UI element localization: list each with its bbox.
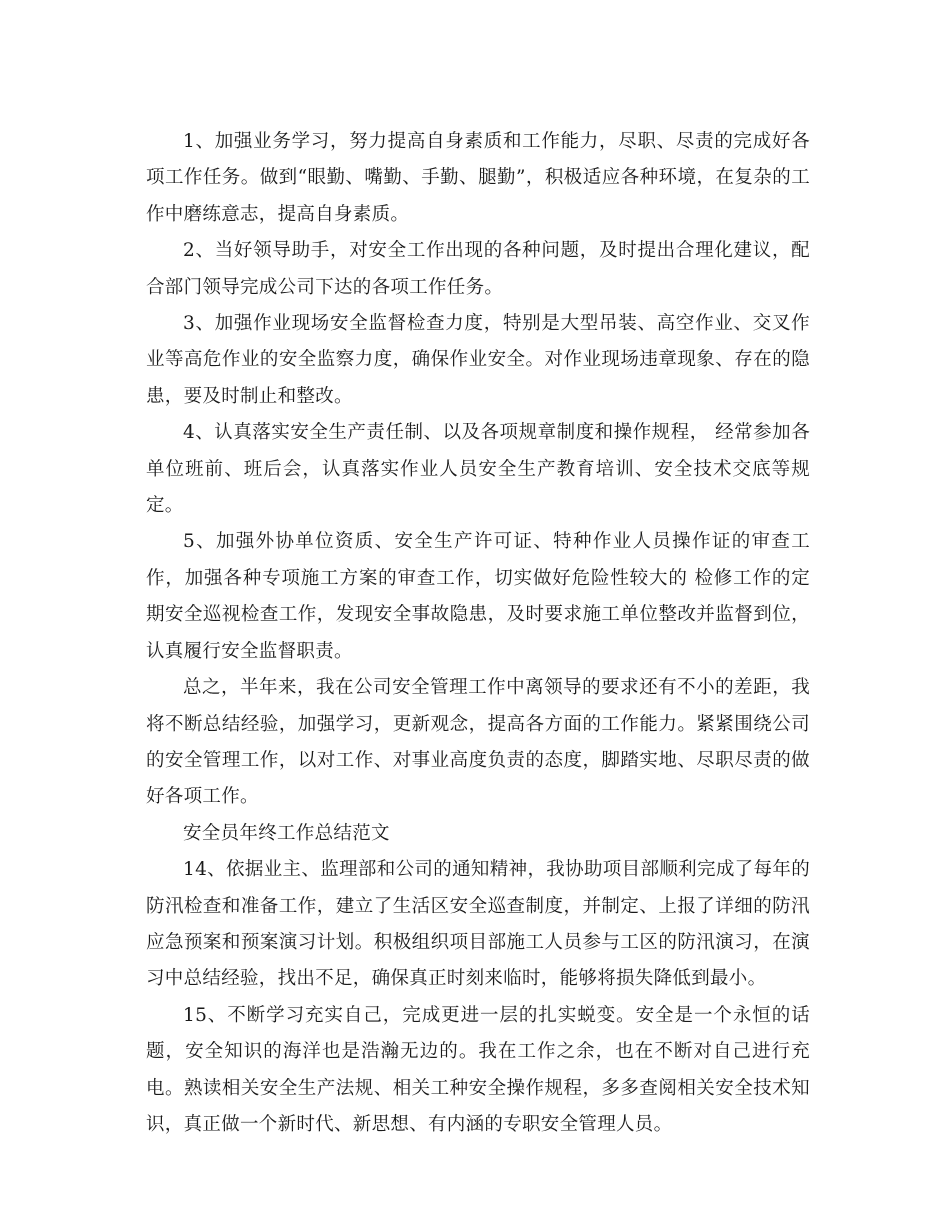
section-heading: 安全员年终工作总结范文: [183, 822, 390, 844]
paragraph-4: 4、认真落实安全生产责任制、以及各项规章制度和操作规程， 经常参加各单位班前、班后会，认真落实作业人员安全生产教育培训、安全技术交底等规定。: [146, 422, 810, 517]
paragraph-3: 3、加强作业现场安全监督检查力度，特别是大型吊装、高空作业、交叉作业等高危作业的安全监察力度，确保作业安全。对作业现场违章现象、存在的隐患，要及时制止和整改。: [146, 313, 810, 407]
paragraph-2: 2、当好领导助手，对安全工作出现的各种问题，及时提出合理化建议，配合部门领导完成公司下达的各项工作任务。: [146, 240, 810, 298]
paragraph-1: 1、加强业务学习，努力提高自身素质和工作能力，尽职、尽责的完成好各项工作任务。做到“眼勤、嘴勤、手勤、腿勤”，积极适应各种环境，在复杂的工作中磨练意志，提高自身素质。: [146, 131, 810, 225]
document-body: [146, 124, 810, 1143]
paragraph-summary: 总之，半年来，我在公司安全管理工作中离领导的要求还有不小的差距，我将不断总结经验，加强学习，更新观念，提高各方面的工作能力。紧紧围绕公司的安全管理工作，以对工作、对事业高度负责的态度，脚踏实地、尽职尽责的做好各项工作。: [146, 677, 810, 808]
paragraph-15: 15、不断学习充实自己，完成更进一层的扎实蜕变。安全是一个永恒的话题，安全知识的海洋也是浩瀚无边的。我在工作之余，也在不断对自己进行充电。熟读相关安全生产法规、相关工种安全操作规程，多多查阅相关安全技术知识，真正做一个新时代、新思想、有内涵的专职安全管理人员。: [146, 1004, 810, 1135]
paragraph-14: 14、依据业主、监理部和公司的通知精神，我协助项目部顺利完成了每年的防汛检查和准备工作，建立了生活区安全巡查制度，并制定、上报了详细的防汛应急预案和预案演习计划。积极组织项目部施工人员参与工区的防汛演习，在演习中总结经验，找出不足，确保真正时刻来临时，能够将损失降低到最小。: [146, 859, 810, 990]
paragraph-5: 5、加强外协单位资质、安全生产许可证、特种作业人员操作证的审查工作，加强各种专项施工方案的审查工作，切实做好危险性较大的 检修工作的定期安全巡视检查工作，发现安全事故隐患，及时要求施工单位整改并监督到位，认真履行安全监督职责。: [146, 531, 810, 662]
